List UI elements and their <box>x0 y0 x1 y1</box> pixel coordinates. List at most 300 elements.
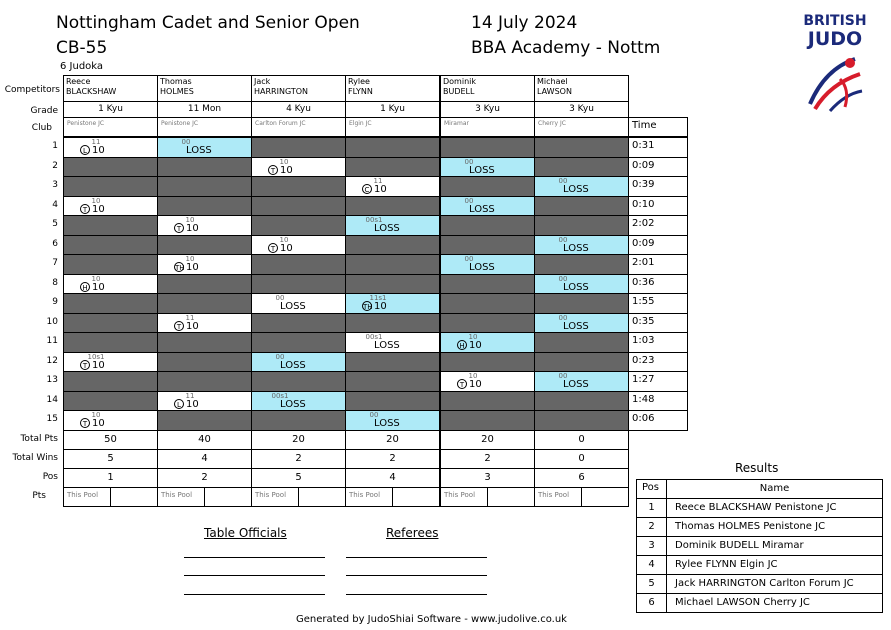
competitor-grade: 1 Kyu <box>63 101 158 118</box>
position: 6 <box>534 468 629 488</box>
empty-cell <box>157 157 252 177</box>
score-main <box>268 165 293 176</box>
empty-cell <box>251 274 346 294</box>
empty-cell <box>157 371 252 392</box>
score-main <box>280 301 306 312</box>
results-pos: 1 <box>636 498 667 518</box>
score-value: LOSS <box>563 379 589 390</box>
empty-cell <box>157 352 252 372</box>
score-value: 10 <box>469 340 482 351</box>
score-value: 10 <box>280 165 293 176</box>
match-time: 0:35 <box>628 313 688 333</box>
empty-cell <box>534 391 629 411</box>
win-cell <box>63 137 158 158</box>
technique-icon: T <box>268 165 278 175</box>
score-detail: 00 <box>558 372 568 380</box>
empty-cell <box>251 410 346 431</box>
technique-icon: T <box>268 243 278 253</box>
empty-cell <box>440 176 535 197</box>
pool-points-box <box>581 487 629 507</box>
match-time: 2:02 <box>628 215 688 236</box>
total-points: 20 <box>345 430 440 450</box>
score-value: LOSS <box>280 301 306 312</box>
win-cell <box>251 235 346 255</box>
score-detail: 00 <box>275 353 285 361</box>
match-number: 3 <box>52 180 58 190</box>
this-pool-label: This Pool <box>251 487 299 507</box>
empty-cell <box>534 332 629 353</box>
match-number: 1 <box>52 141 58 151</box>
score-detail: 10 <box>91 275 101 283</box>
win-cell <box>63 196 158 216</box>
results-name: Rylee FLYNN Elgin JC <box>666 555 883 575</box>
empty-cell <box>440 235 535 255</box>
label-club: Club <box>31 123 52 133</box>
loss-cell <box>251 352 346 372</box>
empty-cell <box>534 137 629 158</box>
empty-cell <box>251 137 346 158</box>
score-detail: 00 <box>181 138 191 146</box>
technique-icon: TH <box>363 303 373 311</box>
empty-cell <box>345 254 440 275</box>
empty-cell <box>440 274 535 294</box>
score-main <box>80 282 105 293</box>
empty-cell <box>345 157 440 177</box>
score-detail: 00 <box>275 294 285 302</box>
total-wins: 5 <box>63 449 158 469</box>
score-detail: 10 <box>279 236 289 244</box>
score-main <box>469 262 495 273</box>
score-value: LOSS <box>563 321 589 332</box>
total-wins: 0 <box>534 449 629 469</box>
score-value: LOSS <box>469 262 495 273</box>
position: 4 <box>345 468 440 488</box>
match-number: 5 <box>52 219 58 229</box>
score-main <box>186 145 212 156</box>
empty-cell <box>534 157 629 177</box>
total-points: 0 <box>534 430 629 450</box>
score-detail: 00s1 <box>271 392 289 400</box>
label-position: Pos <box>42 472 58 482</box>
competitor-grade: 3 Kyu <box>440 101 535 118</box>
competitor-header <box>440 75 535 102</box>
loss-cell <box>345 410 440 431</box>
score-main <box>280 360 306 371</box>
competitor-club: Penistone JC <box>157 117 252 137</box>
loss-cell <box>251 293 346 314</box>
technique-icon: T <box>174 223 184 233</box>
win-cell <box>63 274 158 294</box>
empty-cell <box>534 254 629 275</box>
empty-cell <box>251 196 346 216</box>
win-cell <box>157 215 252 236</box>
score-value: LOSS <box>374 340 400 351</box>
footer-text: Generated by JudoShiai Software - www.judolive.co.uk <box>296 614 567 625</box>
competitor-first-name: Rylee <box>348 77 370 86</box>
competitor-last-name: LAWSON <box>537 87 572 96</box>
total-wins: 2 <box>251 449 346 469</box>
results-pos: 2 <box>636 517 667 537</box>
results-name: Dominik BUDELL Miramar <box>666 536 883 556</box>
competitor-grade: 3 Kyu <box>534 101 629 118</box>
score-main <box>457 340 482 351</box>
competitor-header <box>534 75 629 102</box>
competitor-last-name: BUDELL <box>443 87 475 96</box>
score-detail: 11 <box>91 138 101 146</box>
competitor-club: Penistone JC <box>63 117 158 137</box>
competitor-header <box>251 75 346 102</box>
results-name: Michael LAWSON Cherry JC <box>666 593 883 613</box>
results-name: Reece BLACKSHAW Penistone JC <box>666 498 883 518</box>
total-points: 40 <box>157 430 252 450</box>
logo-line1: BRITISH <box>803 13 867 29</box>
win-cell <box>157 313 252 333</box>
empty-cell <box>440 215 535 236</box>
score-detail: 00 <box>558 236 568 244</box>
empty-cell <box>534 196 629 216</box>
technique-icon: TH <box>175 264 185 272</box>
empty-cell <box>251 371 346 392</box>
score-value: 10 <box>280 243 293 254</box>
competitor-first-name: Thomas <box>160 77 192 86</box>
pool-points-box <box>298 487 346 507</box>
match-number: 15 <box>46 414 58 424</box>
total-points: 20 <box>440 430 535 450</box>
competitor-last-name: FLYNN <box>348 87 373 96</box>
score-main <box>469 165 495 176</box>
empty-cell <box>345 371 440 392</box>
results-pos-header: Pos <box>636 479 667 499</box>
score-value: LOSS <box>374 223 400 234</box>
score-main <box>80 418 105 429</box>
competitor-header <box>345 75 440 102</box>
empty-cell <box>345 196 440 216</box>
score-value: 10 <box>374 301 387 312</box>
total-wins: 2 <box>345 449 440 469</box>
score-main <box>362 301 387 312</box>
score-value: 10 <box>92 204 105 215</box>
empty-cell <box>345 137 440 158</box>
total-points: 50 <box>63 430 158 450</box>
match-number: 9 <box>52 297 58 307</box>
empty-cell <box>345 352 440 372</box>
loss-cell <box>251 391 346 411</box>
score-main <box>280 399 306 410</box>
score-value: 10 <box>92 145 105 156</box>
official-line-2 <box>184 575 325 576</box>
score-main <box>174 321 199 332</box>
match-number: 7 <box>52 258 58 268</box>
empty-cell <box>440 410 535 431</box>
score-value: 10 <box>186 262 199 273</box>
table-officials-label: Table Officials <box>204 526 287 540</box>
score-main <box>374 223 400 234</box>
empty-cell <box>440 293 535 314</box>
score-detail: 10 <box>279 158 289 166</box>
competitor-first-name: Dominik <box>443 77 476 86</box>
score-main <box>268 243 293 254</box>
match-number: 2 <box>52 161 58 171</box>
match-time: 0:39 <box>628 176 688 197</box>
match-time: 2:01 <box>628 254 688 275</box>
position: 5 <box>251 468 346 488</box>
this-pool-label: This Pool <box>63 487 111 507</box>
score-main <box>80 360 105 371</box>
score-main <box>174 262 199 273</box>
empty-cell <box>345 391 440 411</box>
loss-cell <box>534 274 629 294</box>
score-detail: 11 <box>185 314 195 322</box>
empty-cell <box>63 215 158 236</box>
this-pool-label: This Pool <box>534 487 582 507</box>
label-total-wins: Total Wins <box>12 453 58 463</box>
empty-cell <box>63 391 158 411</box>
judo-figure-icon <box>800 49 870 119</box>
match-time: 1:55 <box>628 293 688 314</box>
score-main <box>469 204 495 215</box>
score-detail: 10 <box>91 197 101 205</box>
score-detail: 00 <box>464 197 474 205</box>
score-detail: 11s1 <box>369 294 387 302</box>
empty-cell <box>63 371 158 392</box>
score-main <box>174 399 199 410</box>
label-pts: Pts <box>32 491 46 501</box>
match-time: 1:03 <box>628 332 688 353</box>
official-line-1 <box>184 557 325 558</box>
empty-cell <box>440 137 535 158</box>
empty-cell <box>251 313 346 333</box>
competitor-club: Cherry JC <box>534 117 629 137</box>
score-detail: 11 <box>185 392 195 400</box>
loss-cell <box>345 215 440 236</box>
empty-cell <box>157 293 252 314</box>
results-title: Results <box>735 461 779 475</box>
match-number: 10 <box>46 317 58 327</box>
competitor-header <box>157 75 252 102</box>
match-time: 1:48 <box>628 391 688 411</box>
empty-cell <box>345 235 440 255</box>
match-number: 4 <box>52 200 58 210</box>
empty-cell <box>157 410 252 431</box>
match-number: 14 <box>46 395 58 405</box>
win-cell <box>251 157 346 177</box>
results-pos: 3 <box>636 536 667 556</box>
loss-cell <box>534 235 629 255</box>
technique-icon: T <box>80 204 90 214</box>
event-date: 14 July 2024 <box>471 13 578 33</box>
score-detail: 11 <box>373 177 383 185</box>
score-value: 10 <box>374 184 387 195</box>
score-detail: 00 <box>558 177 568 185</box>
competitor-header <box>63 75 158 102</box>
empty-cell <box>534 410 629 431</box>
score-value: 10 <box>92 418 105 429</box>
empty-cell <box>534 293 629 314</box>
results-pos: 6 <box>636 593 667 613</box>
score-detail: 10s1 <box>87 353 105 361</box>
match-number: 12 <box>46 356 58 366</box>
technique-icon: H <box>80 282 90 292</box>
score-value: 10 <box>92 360 105 371</box>
score-main <box>374 418 400 429</box>
score-main <box>563 282 589 293</box>
technique-icon: T <box>174 321 184 331</box>
empty-cell <box>63 313 158 333</box>
empty-cell <box>251 176 346 197</box>
total-wins: 2 <box>440 449 535 469</box>
position: 1 <box>63 468 158 488</box>
competitor-last-name: HARRINGTON <box>254 87 309 96</box>
match-time: 0:06 <box>628 410 688 431</box>
score-detail: 00 <box>464 255 474 263</box>
score-value: LOSS <box>563 282 589 293</box>
label-total-points: Total Pts <box>20 434 58 444</box>
empty-cell <box>63 176 158 197</box>
score-value: LOSS <box>374 418 400 429</box>
empty-cell <box>251 254 346 275</box>
score-value: LOSS <box>469 165 495 176</box>
score-detail: 10 <box>185 216 195 224</box>
empty-cell <box>157 235 252 255</box>
match-time: 1:27 <box>628 371 688 392</box>
score-value: LOSS <box>186 145 212 156</box>
technique-icon: T <box>80 418 90 428</box>
score-value: 10 <box>469 379 482 390</box>
score-detail: 00 <box>464 158 474 166</box>
results-name: Thomas HOLMES Penistone JC <box>666 517 883 537</box>
technique-icon: L <box>174 399 184 409</box>
score-main <box>80 204 105 215</box>
results-pos: 5 <box>636 574 667 594</box>
score-value: 10 <box>92 282 105 293</box>
match-number: 6 <box>52 239 58 249</box>
loss-cell <box>345 332 440 353</box>
loss-cell <box>534 313 629 333</box>
competitor-first-name: Jack <box>254 77 271 86</box>
match-time: 0:36 <box>628 274 688 294</box>
match-number: 8 <box>52 278 58 288</box>
score-detail: 00 <box>558 314 568 322</box>
score-main <box>374 340 400 351</box>
referee-line-1 <box>346 557 487 558</box>
competitor-club: Carlton Forum JC <box>251 117 346 137</box>
win-cell <box>440 332 535 353</box>
score-detail: 00s1 <box>365 333 383 341</box>
pool-points-box <box>204 487 252 507</box>
empty-cell <box>157 196 252 216</box>
score-value: LOSS <box>469 204 495 215</box>
win-cell <box>345 293 440 314</box>
technique-icon: H <box>457 340 467 350</box>
score-value: LOSS <box>563 184 589 195</box>
empty-cell <box>157 176 252 197</box>
referees-label: Referees <box>386 526 439 540</box>
technique-icon: T <box>457 379 467 389</box>
results-name: Jack HARRINGTON Carlton Forum JC <box>666 574 883 594</box>
event-title: Nottingham Cadet and Senior Open <box>56 13 360 33</box>
empty-cell <box>251 332 346 353</box>
score-detail: 10 <box>91 411 101 419</box>
score-value: LOSS <box>280 360 306 371</box>
empty-cell <box>345 274 440 294</box>
official-line-3 <box>184 594 325 595</box>
pool-points-box <box>110 487 158 507</box>
this-pool-label: This Pool <box>157 487 205 507</box>
empty-cell <box>345 313 440 333</box>
pool-points-box <box>487 487 535 507</box>
score-value: 10 <box>186 223 199 234</box>
empty-cell <box>440 313 535 333</box>
win-cell <box>63 410 158 431</box>
pool-points-box <box>392 487 440 507</box>
competitor-first-name: Reece <box>66 77 91 86</box>
empty-cell <box>63 235 158 255</box>
loss-cell <box>534 371 629 392</box>
loss-cell <box>440 254 535 275</box>
competitor-club: Elgin JC <box>345 117 440 137</box>
empty-cell <box>63 157 158 177</box>
win-cell <box>345 176 440 197</box>
results-name-header: Name <box>666 479 883 499</box>
empty-cell <box>251 215 346 236</box>
match-number: 11 <box>46 336 58 346</box>
empty-cell <box>534 352 629 372</box>
score-value: 10 <box>186 321 199 332</box>
referee-line-3 <box>346 594 487 595</box>
judoka-count: 6 Judoka <box>60 61 104 72</box>
score-value: 10 <box>186 399 199 410</box>
empty-cell <box>63 293 158 314</box>
empty-cell <box>157 332 252 353</box>
score-detail: 00 <box>558 275 568 283</box>
score-main <box>362 184 387 195</box>
event-venue: BBA Academy - Nottm <box>471 38 661 58</box>
competitor-grade: 11 Mon <box>157 101 252 118</box>
competitor-last-name: HOLMES <box>160 87 194 96</box>
match-time: 0:31 <box>628 137 688 158</box>
match-time: 0:09 <box>628 235 688 255</box>
loss-cell <box>157 137 252 158</box>
score-main <box>174 223 199 234</box>
technique-icon: L <box>80 145 90 155</box>
score-main <box>563 243 589 254</box>
win-cell <box>63 352 158 372</box>
competitor-first-name: Michael <box>537 77 568 86</box>
match-time: 0:23 <box>628 352 688 372</box>
score-main <box>80 145 105 156</box>
score-detail: 00 <box>369 411 379 419</box>
logo-line2: JUDO <box>807 28 863 50</box>
empty-cell <box>63 332 158 353</box>
position: 3 <box>440 468 535 488</box>
win-cell <box>157 391 252 411</box>
total-wins: 4 <box>157 449 252 469</box>
technique-icon: C <box>362 184 372 194</box>
competitor-club: Miramar <box>440 117 535 137</box>
empty-cell <box>157 274 252 294</box>
british-judo-logo <box>800 14 870 123</box>
loss-cell <box>440 157 535 177</box>
loss-cell <box>440 196 535 216</box>
label-grade: Grade <box>30 106 58 116</box>
competitor-grade: 4 Kyu <box>251 101 346 118</box>
loss-cell <box>534 176 629 197</box>
empty-cell <box>440 391 535 411</box>
score-main <box>457 379 482 390</box>
referee-line-2 <box>346 575 487 576</box>
score-detail: 10 <box>185 255 195 263</box>
competitor-grade: 1 Kyu <box>345 101 440 118</box>
